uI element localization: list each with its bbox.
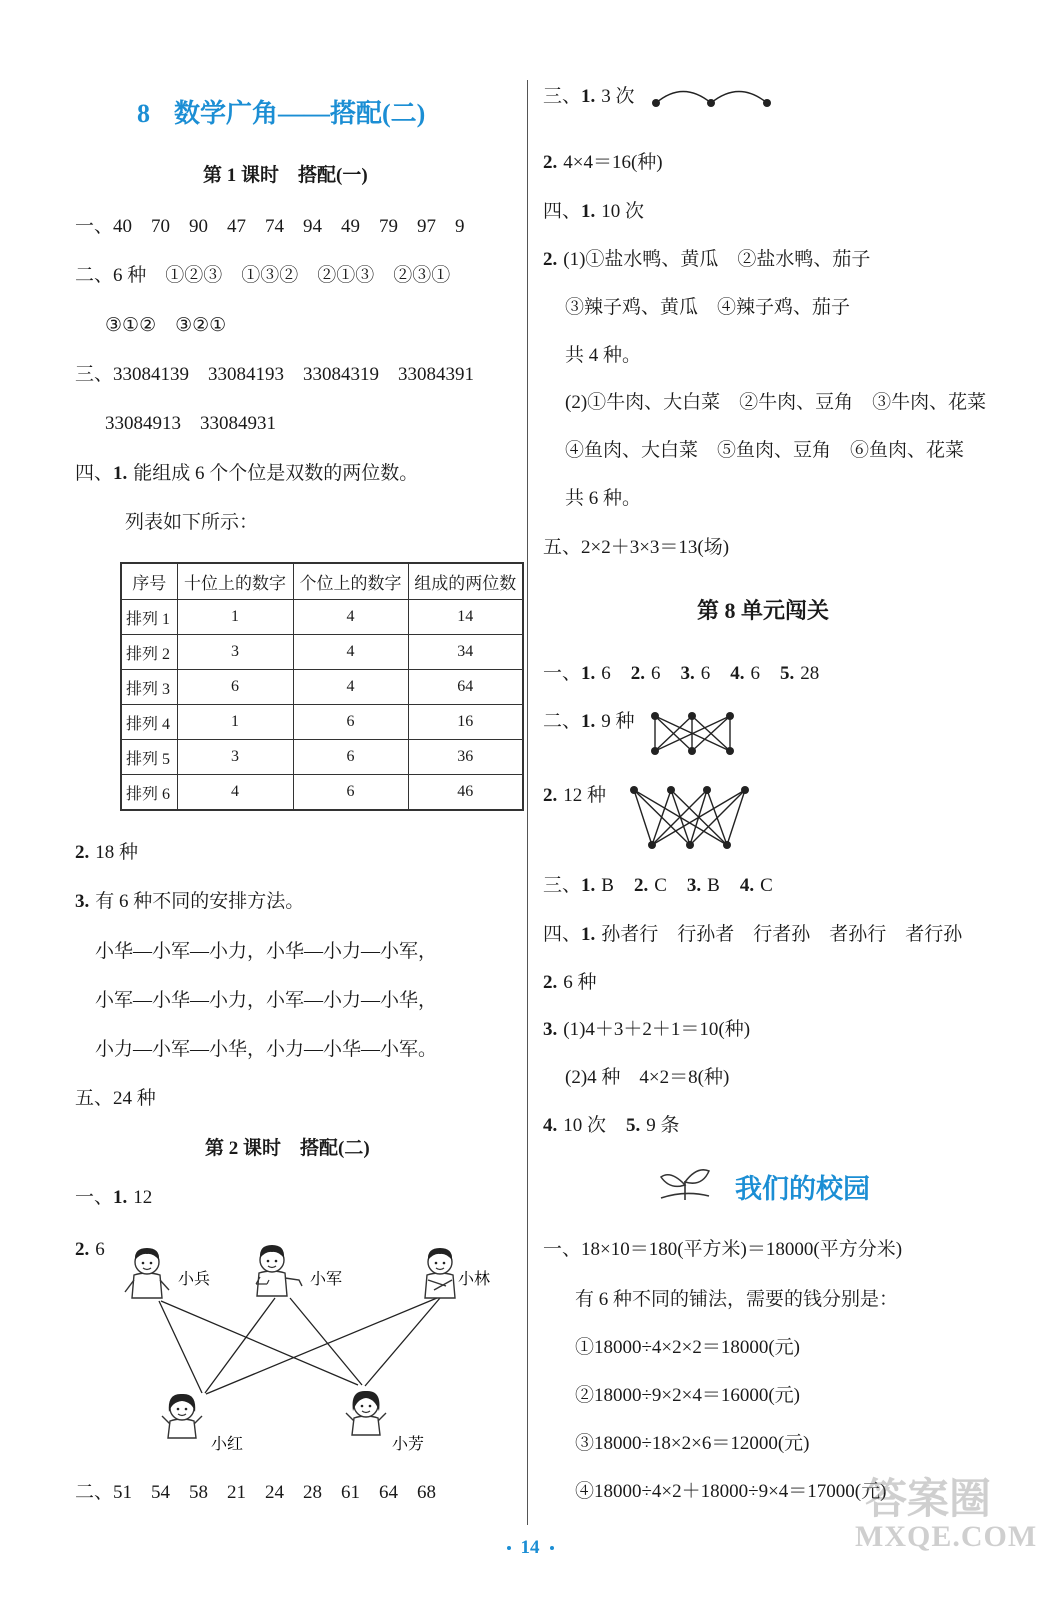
pairing-diagram (75, 1225, 530, 1460)
answer-text: 6 (95, 1239, 105, 1260)
item-number: 1. (581, 875, 596, 896)
unit-q4-3-cont: (2)4 种 4×2＝8(种) (565, 1067, 730, 1088)
answer-item (780, 663, 819, 684)
table-cell: 4 (177, 775, 293, 811)
item-number: 1. (581, 663, 596, 684)
item-number: 1. (581, 711, 596, 732)
item-number: 2. (633, 875, 649, 896)
table-intro: 列表如下所示： (125, 512, 259, 533)
question-prefix: 三、 (543, 875, 582, 896)
table-row (121, 740, 523, 775)
answer-text: 12 种 (563, 785, 607, 806)
unit-q4-1 (543, 923, 962, 947)
lesson2-q5: 五、2×2＋3×3＝13(场) (543, 537, 730, 558)
answer-item (740, 875, 773, 896)
handshake-diagram (645, 82, 780, 117)
twelve-ways-diagram (625, 780, 760, 855)
chapter-number: 8 (137, 99, 150, 128)
table-cell: 1 (177, 600, 293, 635)
answer-text: 6 (651, 663, 661, 684)
connection-line (711, 92, 767, 104)
table-cell: 排列 3 (121, 670, 177, 705)
answer-text: 能组成 6 个个位是双数的两位数。 (133, 463, 419, 484)
table-cell: 14 (408, 600, 523, 635)
lesson2-q4-2 (543, 248, 870, 272)
node-dot (652, 99, 660, 107)
connection-line (206, 1298, 437, 1394)
table-cell: 1 (177, 705, 293, 740)
question-prefix: 三、 (543, 86, 582, 107)
table-cell: 排列 2 (121, 635, 177, 670)
answer-text: B (601, 875, 614, 896)
lesson1-q5: 五、24 种 (75, 1088, 156, 1109)
item-number: 5. (780, 663, 795, 684)
chapter-title (137, 99, 425, 129)
menu-combination-line: 共 4 种。 (565, 345, 642, 366)
nine-ways-diagram (645, 704, 745, 764)
unit-q1-answers (543, 662, 839, 686)
lesson2-q4-1 (543, 200, 644, 224)
lesson2-q2: 二、51 54 58 21 24 28 61 64 68 (75, 1482, 437, 1503)
item-number: 3. (686, 875, 702, 896)
arrangement-line: 小华—小军—小力，小华—小力—小军， (95, 941, 438, 962)
question-prefix: 二、 (543, 711, 582, 732)
answer-item (634, 875, 667, 896)
item-number: 2. (543, 249, 558, 270)
table-header: 序号 (121, 563, 177, 600)
answer-text: C (760, 875, 773, 896)
table-cell: 36 (408, 740, 523, 775)
xiaohong-label: 小红 (211, 1436, 244, 1453)
menu-combination-line: 共 6 种。 (565, 488, 642, 509)
table-cell: 16 (408, 705, 523, 740)
answer-text: 有 6 种不同的安排方法。 (95, 891, 305, 912)
answer-text: (1)4＋3＋2＋1＝10(种) (563, 1019, 751, 1040)
campus-title: 我们的校园 (735, 1174, 870, 1204)
item-number: 2. (543, 785, 558, 806)
item-number: 2. (543, 152, 558, 173)
item-number: 1. (113, 1187, 128, 1208)
table-cell: 排列 6 (121, 775, 177, 811)
lesson1-q3: 三、33084139 33084193 33084319 33084391 (75, 364, 475, 385)
table-cell: 6 (293, 775, 408, 811)
xiaofang-label: 小芳 (392, 1436, 425, 1453)
item-number: 2. (75, 842, 90, 863)
campus-line: 有 6 种不同的铺法，需要的钱分别是： (575, 1289, 899, 1310)
connection-line (159, 1301, 202, 1393)
answer-text: 9 条 (646, 1115, 680, 1136)
unit-q2-2 (543, 784, 606, 808)
table-row (121, 635, 523, 670)
xiaobing-label: 小兵 (178, 1271, 211, 1288)
campus-line: 一、18×10＝180(平方米)＝18000(平方分米) (543, 1239, 903, 1260)
lesson2-q3-1 (543, 85, 635, 109)
unit-q2-1 (543, 710, 635, 734)
answer-text: C (654, 875, 667, 896)
table-cell: 4 (293, 635, 408, 670)
bullet-icon (550, 1546, 554, 1550)
table-cell: 6 (177, 670, 293, 705)
campus-line: ④18000÷4×2＋18000÷9×4＝17000(元) (575, 1481, 887, 1502)
item-number: 3. (680, 663, 695, 684)
unit-q4-2 (543, 971, 597, 995)
table-cell: 4 (293, 670, 408, 705)
lesson2-heading: 第 2 课时 搭配(二) (205, 1138, 370, 1159)
chapter-name: 数学广角——搭配(二) (174, 99, 426, 128)
menu-combination-line: (2)①牛肉、大白菜 ②牛肉、豆角 ③牛肉、花菜 (565, 392, 987, 413)
xiaolin-label: 小林 (458, 1271, 491, 1288)
table-cell: 排列 4 (121, 705, 177, 740)
question-prefix: 四、 (75, 463, 114, 484)
campus-line: ②18000÷9×2×4＝16000(元) (575, 1385, 801, 1406)
campus-line: ③18000÷18×2×6＝12000(元) (575, 1433, 810, 1454)
table-cell: 46 (408, 775, 523, 811)
answer-item (581, 875, 614, 896)
table-row (121, 600, 523, 635)
answer-text: 12 (133, 1187, 153, 1208)
node-dot (763, 99, 771, 107)
answer-text: 9 种 (601, 711, 635, 732)
answer-item (681, 663, 711, 684)
item-number: 3. (75, 891, 90, 912)
table-header-row (121, 563, 523, 600)
lesson1-q2-cont: ③①② ③②① (105, 315, 227, 336)
answer-text: 18 种 (95, 842, 139, 863)
xiaolin-figure (425, 1248, 455, 1298)
node-dot (707, 99, 715, 107)
answer-text: B (707, 875, 720, 896)
table-cell: 6 (293, 705, 408, 740)
answer-item (687, 875, 720, 896)
item-number: 2. (75, 1239, 90, 1260)
table-cell: 排列 5 (121, 740, 177, 775)
item-number: 1. (581, 924, 596, 945)
campus-line: ①18000÷4×2×2＝18000(元) (575, 1337, 801, 1358)
arrangement-table (120, 562, 524, 811)
item-number: 4. (739, 875, 755, 896)
lesson1-q4-3 (75, 890, 304, 914)
item-number: 5. (626, 1115, 641, 1136)
watermark-brand: 答案圈 (865, 1477, 992, 1523)
answer-text: 孙者行 行孙者 行者孙 者孙行 者行孙 (601, 924, 963, 945)
answer-text: 4×4＝16(种) (563, 152, 663, 173)
lesson1-heading: 第 1 课时 搭配(一) (203, 165, 368, 186)
table-cell: 3 (177, 635, 293, 670)
connection-line (365, 1298, 440, 1386)
item-number: 2. (630, 663, 646, 684)
answer-text: 6 (601, 663, 611, 684)
question-prefix: 四、 (543, 201, 582, 222)
item-number: 4. (730, 663, 745, 684)
lesson1-q4-2 (75, 841, 138, 865)
arrangement-line: 小力—小军—小华，小力—小华—小军。 (95, 1039, 438, 1060)
lesson1-q1: 一、40 70 90 47 74 94 49 79 97 9 (75, 216, 465, 237)
item-number: 1. (113, 463, 128, 484)
xiaojun-figure (256, 1245, 302, 1296)
page-number-value: 14 (520, 1537, 540, 1558)
answer-text: 3 次 (601, 86, 635, 107)
xiaojun-label: 小军 (310, 1271, 343, 1288)
unit-q3-answers (543, 874, 793, 898)
lesson1-q4-1 (75, 462, 418, 486)
xiaohong-figure (162, 1394, 202, 1438)
answer-text: 6 (700, 663, 711, 684)
answer-item (631, 663, 661, 684)
answer-text: 10 次 (563, 1115, 607, 1136)
unit-q4-45 (543, 1114, 700, 1138)
question-prefix: 一、 (543, 663, 582, 684)
xiaofang-figure (346, 1391, 386, 1435)
menu-combination-line: ④鱼肉、大白菜 ⑤鱼肉、豆角 ⑥鱼肉、花菜 (565, 440, 965, 461)
menu-combination-line: ③辣子鸡、黄瓜 ④辣子鸡、茄子 (565, 297, 851, 318)
table-cell: 4 (293, 600, 408, 635)
unit-test-heading: 第 8 单元闯关 (697, 598, 830, 623)
answer-item (581, 663, 611, 684)
answer-item (730, 663, 760, 684)
table-row (121, 670, 523, 705)
table-row (121, 775, 523, 811)
arrangement-line: 小军—小华—小力，小军—小力—小华， (95, 990, 438, 1011)
table-header: 个位上的数字 (293, 563, 408, 600)
question-prefix: 四、 (543, 924, 582, 945)
connection-line (656, 92, 711, 104)
item-number: 2. (543, 972, 558, 993)
question-prefix: 一、 (75, 1187, 114, 1208)
lesson1-q3-cont: 33084913 33084931 (105, 413, 277, 434)
table-cell: 34 (408, 635, 523, 670)
answer-text: 10 次 (601, 201, 645, 222)
answer-item (543, 1115, 606, 1136)
item-number: 1. (581, 201, 596, 222)
table-header: 十位上的数字 (177, 563, 293, 600)
answer-text: 6 (750, 663, 761, 684)
sprout-icon (657, 1166, 713, 1208)
table-cell: 3 (177, 740, 293, 775)
answer-text: 6 种 (563, 972, 597, 993)
lesson2-q1-1 (75, 1186, 152, 1210)
answer-text: 28 (800, 663, 820, 684)
bullet-icon (507, 1546, 511, 1550)
page-number (500, 1536, 560, 1560)
lesson2-q3-2 (543, 151, 663, 175)
xiaobing-figure (125, 1248, 169, 1298)
unit-q4-3 (543, 1018, 750, 1042)
table-cell: 6 (293, 740, 408, 775)
lesson1-q2: 二、6 种 ①②③ ①③② ②①③ ②③① (75, 265, 451, 286)
answer-text: (1)①盐水鸭、黄瓜 ②盐水鸭、茄子 (563, 249, 871, 270)
item-number: 1. (581, 86, 596, 107)
item-number: 4. (543, 1115, 558, 1136)
table-cell: 64 (408, 670, 523, 705)
answer-item (626, 1115, 680, 1136)
table-header: 组成的两位数 (408, 563, 523, 600)
item-number: 3. (543, 1019, 558, 1040)
watermark-site: MXQE.COM (855, 1520, 1038, 1553)
table-cell: 排列 1 (121, 600, 177, 635)
table-row (121, 705, 523, 740)
